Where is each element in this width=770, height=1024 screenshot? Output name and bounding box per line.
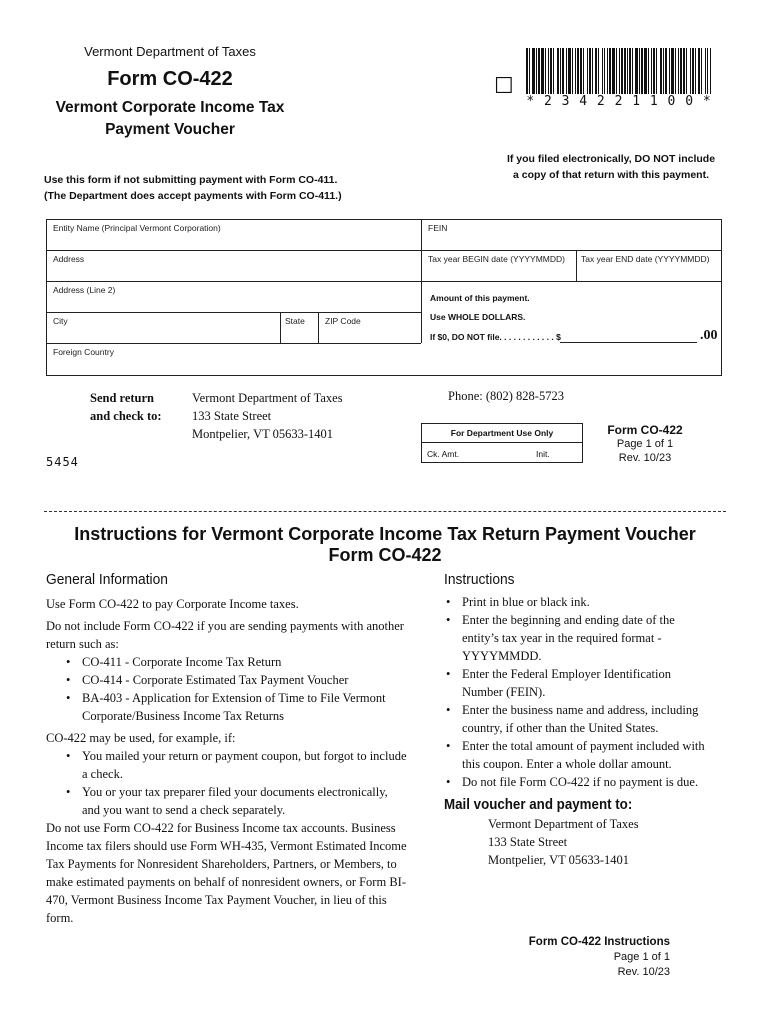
list-item: • Enter the Federal Employer Identification Number (FEIN). [444,665,714,701]
list-item: • Do not file Form CO-422 if no payment is due. [444,773,714,791]
general-paragraph-3: CO-422 may be used, for example, if: [46,731,236,745]
instructions-footer [480,935,670,980]
list-item: • You mailed your return or payment coupon, but forgot to include a check. [64,747,408,783]
tax-year-end-field[interactable]: Tax year END date (YYYYMMDD) [581,254,710,264]
mail-address-line2: 133 State Street [488,835,568,849]
mailing-address-line1: Vermont Department of Taxes [192,391,343,405]
list-item: • CO-414 - Corporate Estimated Tax Payment Voucher [64,671,408,689]
instructions-list [444,593,714,791]
form-footer-name: Form CO-422 [607,423,683,437]
electronic-filing-note [480,151,742,183]
barcode-icon [524,48,714,94]
instructions-footer-name: Form CO-422 Instructions [528,936,670,948]
electronic-note-line2: a copy of that return with this payment. [512,169,710,181]
list-item: • Enter the total amount of payment included with this coupon. Enter a whole dollar amount. [444,737,714,773]
city-field[interactable]: City [53,316,68,326]
address-field[interactable]: Address [53,254,85,264]
instructions-footer-page: Page 1 of 1 [613,951,670,963]
instructions-title [0,524,770,566]
amount-input-line[interactable] [560,342,697,343]
list-item: • CO-411 - Corporate Income Tax Return [64,653,408,671]
state-field[interactable]: State [285,316,305,326]
mail-address-line1: Vermont Department of Taxes [488,817,639,831]
form-subtitle-line2: Payment Voucher [105,121,235,138]
check-amount-label: Ck. Amt. [427,449,460,459]
whole-dollars-note: Use WHOLE DOLLARS. [430,312,526,322]
general-paragraph-4: Do not use Form CO-422 for Business Income tax accounts. Business Income tax filers should use Form WH-435, Vermont Estimated Income Tax Payments for Nonresident Shareholders, Partners, or Members, to make estimated payments on behalf of nonresident owners, or Form BI-470, Vermont Business Income Tax Payment Voucher, in lieu of this form. [46,821,407,925]
instructions-section [444,571,714,869]
list-item: • Enter the business name and address, including country, if other than the United States. [444,701,714,737]
mail-address-line3: Montpelier, VT 05633-1401 [488,853,630,867]
fein-field[interactable]: FEIN [428,223,448,233]
general-paragraph-1: Use Form CO-422 to pay Corporate Income taxes. [46,597,299,611]
form-code: 5454 [46,455,79,469]
instructions-heading: Instructions [444,571,515,588]
mail-address [488,815,714,869]
form-footer-page: Page 1 of 1 [616,438,674,450]
zero-amount-note: If $0, DO NOT file. . . . . . . . . . . . $ [430,332,561,342]
instructions-title-line1: Instructions for Vermont Corporate Income Tax Return Payment Voucher [74,524,696,544]
voucher-form [46,219,722,376]
initials-label: Init. [536,449,550,459]
usage-note-line2: (The Department does accept payments with Form CO-411.) [44,190,342,202]
checkbox-icon[interactable]: ☐ [494,74,514,99]
returns-list [64,653,408,725]
barcode-number: * 2 3 4 2 2 1 1 0 0 * [526,94,712,109]
list-item: • Print in blue or black ink. [444,593,714,611]
send-to-label [90,389,162,425]
instructions-title-line2: Form CO-422 [328,545,442,565]
list-item: • You or your tax preparer filed your documents electronically, and you want to send a check separately. [64,783,408,819]
form-footer-rev: Rev. 10/23 [618,452,672,464]
form-footer [590,423,700,465]
general-information-section [46,571,408,927]
send-label-line2: and check to: [90,409,162,423]
general-paragraph-2: Do not include Form CO-422 if you are sending payments with another return such as: [46,619,404,651]
instructions-footer-rev: Rev. 10/23 [617,966,670,978]
form-title: Form CO-422 [107,68,233,90]
department-name: Vermont Department of Taxes [84,44,256,59]
tax-year-begin-field[interactable]: Tax year BEGIN date (YYYYMMDD) [428,254,565,264]
usage-note [44,172,342,204]
phone-number: Phone: (802) 828-5723 [448,389,564,403]
foreign-country-field[interactable]: Foreign Country [53,347,114,357]
mail-heading: Mail voucher and payment to: [444,797,633,813]
amount-label: Amount of this payment. [430,293,530,303]
amount-cents: .00 [700,328,718,343]
mailing-address-line3: Montpelier, VT 05633-1401 [192,427,334,441]
electronic-note-line1: If you filed electronically, DO NOT include [506,153,716,165]
send-label-line1: Send return [90,391,155,405]
department-use-title: For Department Use Only [450,428,554,438]
list-item: • Enter the beginning and ending date of the entity’s tax year in the required format - YYYYMMDD. [444,611,714,665]
examples-list [64,747,408,819]
mailing-address-line2: 133 State Street [192,409,272,423]
usage-note-line1: Use this form if not submitting payment with Form CO-411. [44,174,338,186]
general-information-heading: General Information [46,571,168,588]
entity-name-field[interactable]: Entity Name (Principal Vermont Corporation) [53,223,221,233]
address-line2-field[interactable]: Address (Line 2) [53,285,116,295]
list-item: • BA-403 - Application for Extension of Time to File Vermont Corporate/Business Income Tax Returns [64,689,408,725]
form-subtitle-line1: Vermont Corporate Income Tax [55,99,285,116]
mailing-address [192,389,343,443]
zip-field[interactable]: ZIP Code [325,316,361,326]
cut-line [44,511,726,512]
